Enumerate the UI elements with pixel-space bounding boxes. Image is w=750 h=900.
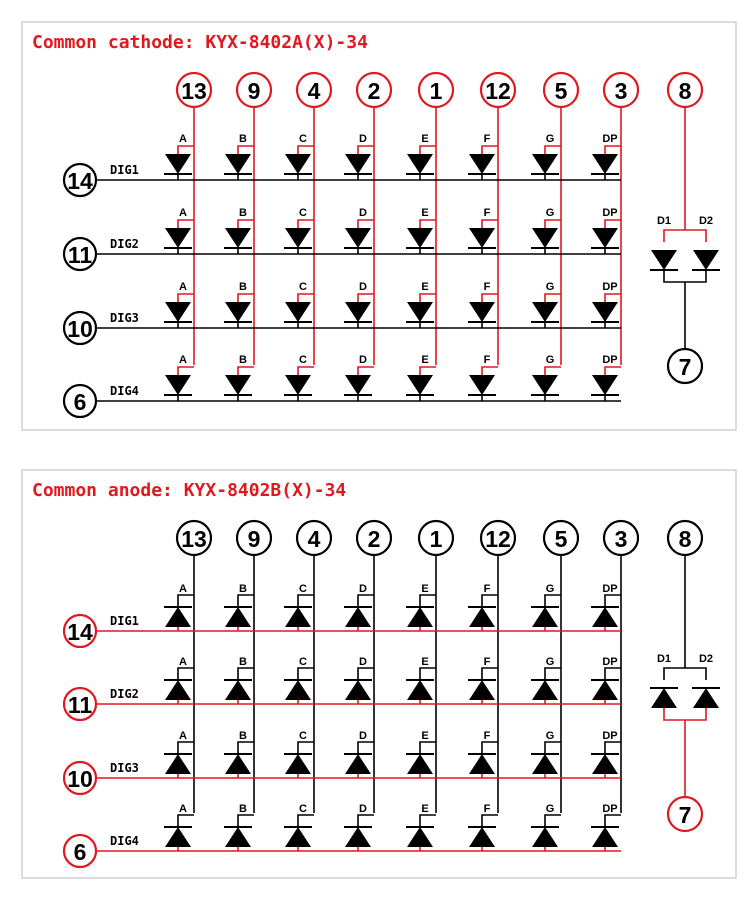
pin-number: 5 (554, 526, 568, 552)
pin-number: 10 (67, 766, 93, 792)
pin-number: 7 (678, 354, 692, 380)
segment-label: C (299, 354, 307, 366)
segment-pin (177, 521, 211, 555)
pin-number: 1 (429, 526, 443, 552)
segment-label: DP (602, 656, 618, 668)
pin-number: 1 (429, 78, 443, 104)
segment-pin (357, 73, 391, 107)
segment-label: E (421, 730, 429, 742)
d-top-pin (668, 73, 702, 107)
segment-pin (419, 73, 453, 107)
segment-label: DP (602, 583, 618, 595)
segment-label: B (239, 354, 247, 366)
panel-title: Common anode: KYX-8402B(X)-34 (32, 480, 347, 501)
segment-label: D (359, 281, 367, 293)
segment-label: C (299, 803, 307, 815)
d1-label: D1 (656, 215, 672, 227)
segment-label: E (421, 583, 429, 595)
segment-label: E (421, 281, 429, 293)
segment-pin (297, 521, 331, 555)
segment-label: G (545, 354, 555, 366)
segment-label: C (299, 730, 307, 742)
d-bottom-pin (668, 797, 702, 831)
panel-title: Common cathode: KYX-8402A(X)-34 (32, 32, 368, 53)
pin-number: 5 (554, 78, 568, 104)
digit-pin (64, 312, 96, 344)
segment-pin (237, 521, 271, 555)
segment-pin (419, 521, 453, 555)
segment-label: G (545, 656, 555, 668)
segment-label: F (483, 207, 491, 219)
segment-label: G (545, 583, 555, 595)
digit-pin (64, 164, 96, 196)
digit-pin (64, 615, 96, 647)
segment-label: DP (602, 281, 618, 293)
segment-label: D (359, 803, 367, 815)
digit-pin (64, 835, 96, 867)
segment-label: B (239, 583, 247, 595)
segment-label: A (179, 803, 187, 815)
segment-label: DP (602, 354, 618, 366)
segment-label: F (483, 354, 491, 366)
d2-label: D2 (698, 215, 714, 227)
segment-label: DP (602, 803, 618, 815)
segment-pin (604, 73, 638, 107)
segment-label: A (179, 354, 187, 366)
digit-label: DIG3 (110, 311, 139, 325)
segment-label: G (545, 133, 555, 145)
pin-number: 8 (678, 78, 692, 104)
segment-label: A (179, 133, 187, 145)
common-cathode-panel (22, 22, 736, 430)
segment-label: F (483, 133, 491, 145)
digit-pin (64, 385, 96, 417)
segment-label: F (483, 583, 491, 595)
pin-number: 10 (67, 316, 93, 342)
segment-label: B (239, 803, 247, 815)
segment-pin (237, 73, 271, 107)
segment-label: A (179, 583, 187, 595)
pin-number: 7 (678, 802, 692, 828)
pin-number: 2 (367, 78, 381, 104)
segment-pin (177, 73, 211, 107)
segment-label: F (483, 656, 491, 668)
d1-label: D1 (656, 653, 672, 665)
digit-label: DIG1 (110, 163, 139, 177)
segment-label: DP (602, 730, 618, 742)
segment-label: B (239, 281, 247, 293)
segment-label: A (179, 281, 187, 293)
digit-label: DIG2 (110, 687, 139, 701)
pin-number: 8 (678, 526, 692, 552)
d2-label: D2 (698, 653, 714, 665)
segment-label: DP (602, 207, 618, 219)
pin-number: 9 (247, 526, 261, 552)
pin-number: 13 (181, 78, 207, 104)
pin-number: 6 (73, 839, 87, 865)
digit-pin (64, 688, 96, 720)
segment-label: E (421, 207, 429, 219)
pin-number: 12 (485, 78, 511, 104)
segment-label: F (483, 730, 491, 742)
segment-pin (357, 521, 391, 555)
segment-label: E (421, 354, 429, 366)
segment-label: D (359, 656, 367, 668)
pin-number: 4 (307, 526, 321, 552)
digit-label: DIG1 (110, 614, 139, 628)
segment-pin (297, 73, 331, 107)
segment-label: A (179, 207, 187, 219)
segment-label: G (545, 803, 555, 815)
segment-label: G (545, 730, 555, 742)
segment-label: B (239, 730, 247, 742)
pin-number: 14 (67, 619, 93, 645)
segment-pin (481, 521, 515, 555)
segment-label: D (359, 354, 367, 366)
segment-label: A (179, 730, 187, 742)
pin-number: 13 (181, 526, 207, 552)
pin-number: 4 (307, 78, 321, 104)
segment-label: E (421, 803, 429, 815)
pin-number: 12 (485, 526, 511, 552)
segment-label: G (545, 207, 555, 219)
segment-label: D (359, 583, 367, 595)
segment-pin (604, 521, 638, 555)
d-top-pin (668, 521, 702, 555)
segment-label: D (359, 730, 367, 742)
segment-label: C (299, 133, 307, 145)
pin-number: 9 (247, 78, 261, 104)
segment-label: C (299, 281, 307, 293)
segment-label: C (299, 656, 307, 668)
segment-pin (544, 521, 578, 555)
digit-label: DIG3 (110, 761, 139, 775)
segment-label: B (239, 207, 247, 219)
d-bottom-pin (668, 349, 702, 383)
digit-pin (64, 762, 96, 794)
segment-label: B (239, 656, 247, 668)
segment-label: D (359, 207, 367, 219)
segment-label: D (359, 133, 367, 145)
segment-label: B (239, 133, 247, 145)
segment-label: G (545, 281, 555, 293)
digit-pin (64, 238, 96, 270)
segment-label: C (299, 207, 307, 219)
pin-number: 2 (367, 526, 381, 552)
segment-label: C (299, 583, 307, 595)
pin-number: 11 (67, 692, 93, 718)
pin-number: 6 (73, 389, 87, 415)
pin-number: 3 (614, 78, 628, 104)
digit-label: DIG4 (110, 384, 139, 398)
digit-label: DIG2 (110, 237, 139, 251)
common-anode-panel (22, 470, 736, 878)
segment-pin (544, 73, 578, 107)
segment-label: A (179, 656, 187, 668)
segment-label: E (421, 133, 429, 145)
pin-number: 3 (614, 526, 628, 552)
pin-number: 14 (67, 168, 93, 194)
segment-pin (481, 73, 515, 107)
segment-label: F (483, 281, 491, 293)
segment-label: F (483, 803, 491, 815)
segment-label: E (421, 656, 429, 668)
pin-number: 11 (67, 242, 93, 268)
digit-label: DIG4 (110, 834, 139, 848)
segment-label: DP (602, 133, 618, 145)
